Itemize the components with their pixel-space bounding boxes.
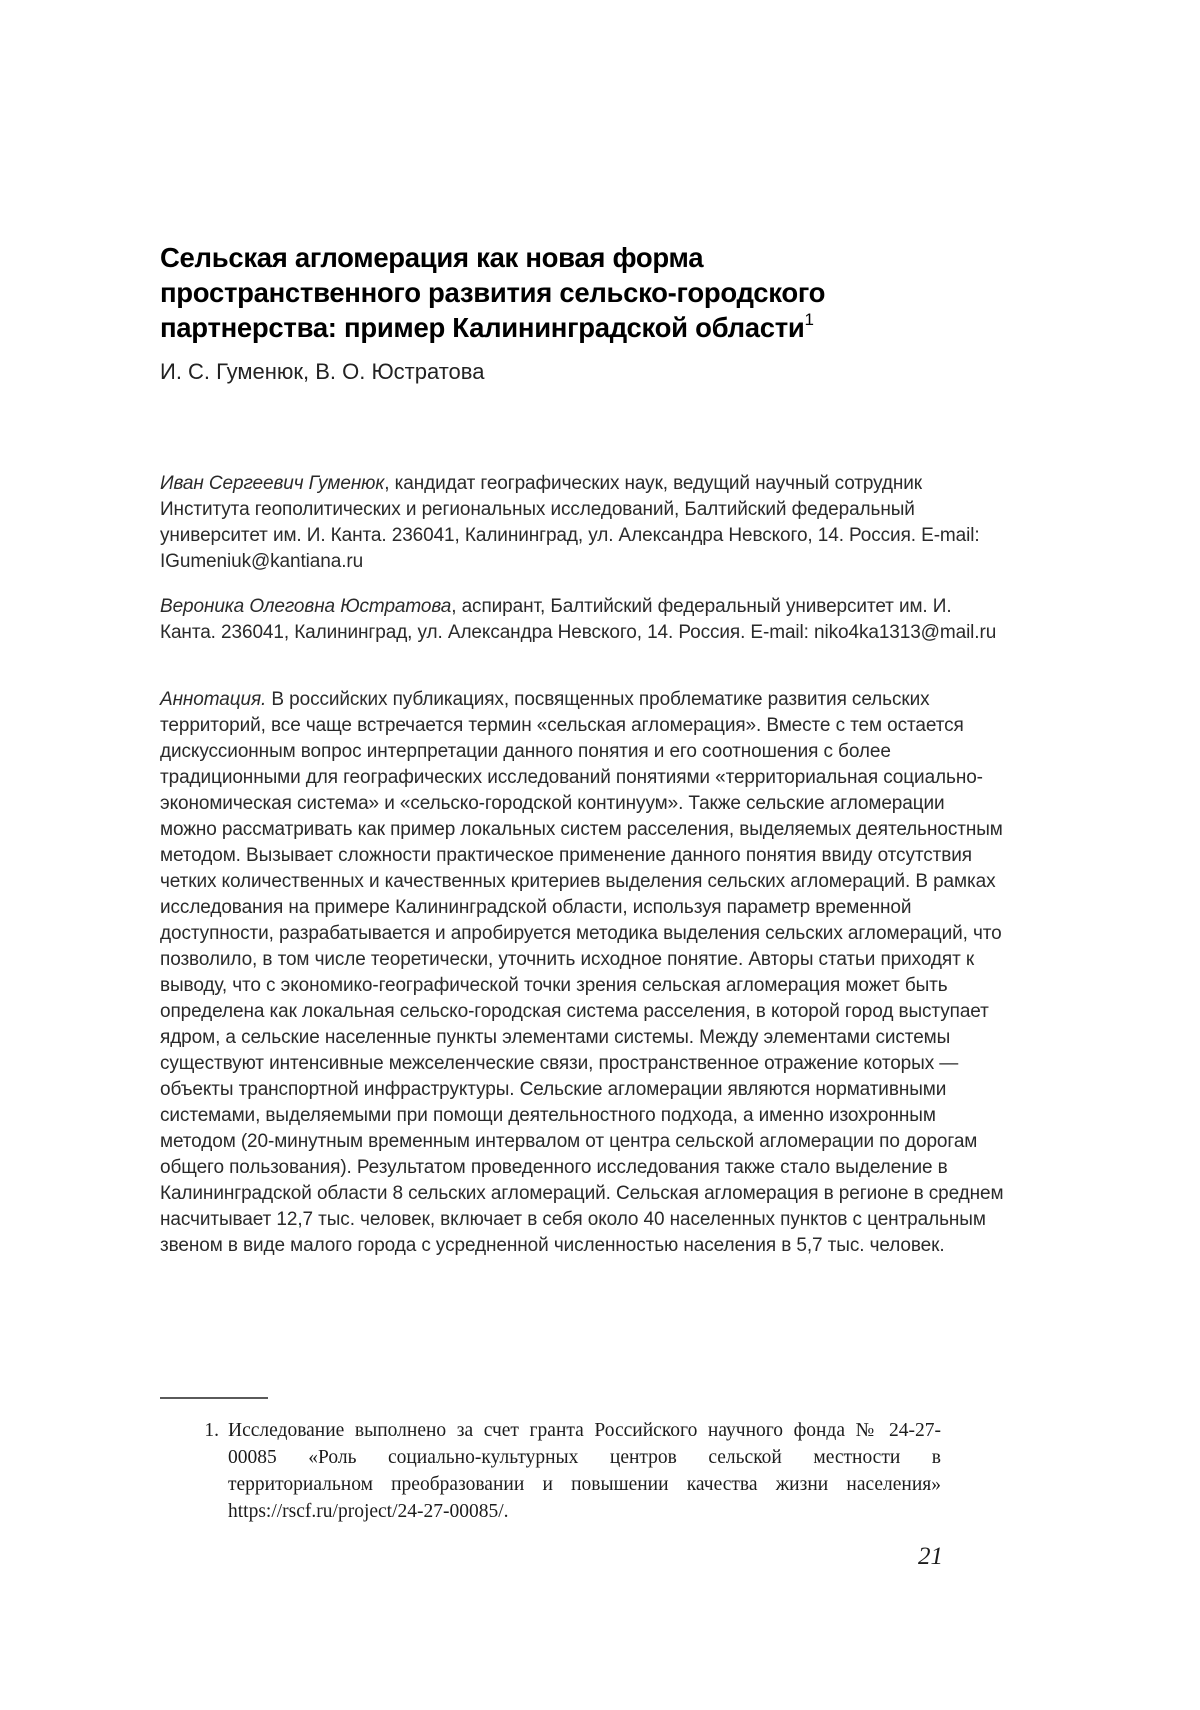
title-footnote-ref: 1 <box>804 310 814 329</box>
author-details: , кандидат географических наук, ведущий научный сотрудник Института геополитических и региональных исследований, Балтийский федеральный университет им. И. Канта. 236041, Калининград, ул. Александра Невского, 14. Россия. E-mail: IGumeniuk@kantiana.ru <box>160 473 980 572</box>
footnote-number: 1. <box>204 1420 219 1441</box>
author-name: Вероника Олеговна Юстратова <box>160 596 452 617</box>
article-title-text: Сельская агломерация как новая форма пространственного развития сельско-городского партнерства: пример Калининградской области <box>160 242 826 343</box>
author-name: Иван Сергеевич Гуменюк <box>160 473 385 494</box>
article-title <box>160 240 960 345</box>
page-number: 21 <box>918 1543 943 1570</box>
footnote-divider <box>160 1397 268 1399</box>
footnote-text: Исследование выполнено за счет гранта Российского научного фонда № 24-27-00085 «Роль социально-культурных центров сельской местности в территориальном преобразовании и повышении качества жизни населения» https://rscf.ru/project/24-27-00085/. <box>228 1420 941 1522</box>
author-bio <box>160 594 1006 646</box>
abstract-label: Аннотация. <box>160 689 267 710</box>
author-bio <box>160 471 1006 575</box>
abstract <box>160 687 1006 1259</box>
abstract-text: В российских публикациях, посвященных проблематике развития сельских территорий, все чаще встречается термин «сельская агломерация». Вместе с тем остается дискуссионным вопрос интерпретации данного понятия и его соотношения с более традиционными для географических исследований понятиями «территориальная социально-экономическая система» и «сельско-городской континуум». Также сельские агломерации можно рассматривать как пример локальных систем расселения, выделяемых деятельностным методом. Вызывает сложности практическое применение данного понятия ввиду отсутствия четких количественных и качественных критериев выделения сельских агломераций. В рамках исследования на примере Калининградской области, используя параметр временной доступности, разрабатывается и апробируется методика выделения сельских агломераций, что позволило, в том числе теоретически, уточнить исходное понятие. Авторы статьи приходят к выводу, что с экономико-географической точки зрения сельская агломерация может быть определена как локальная сельско-городская система расселения, в которой город выступает ядром, а сельские населенные пункты элементами системы. Между элементами системы существуют интенсивные межселенческие связи, пространственное отражение которых — объекты транспортной инфраструктуры. Сельские агломерации являются нормативными системами, выделяемыми при помощи деятельностного подхода, а именно изохронным методом (20-минутным временным интервалом от центра сельской агломерации по дорогам общего пользования). Результатом проведенного исследования также стало выделение в Калининградской области 8 сельских агломераций. Сельская агломерация в регионе в среднем насчитывает 12,7 тыс. человек, включает в себя около 40 населенных пунктов с центральным звеном в виде малого города с усредненной численностью населения в 5,7 тыс. человек. <box>160 689 1004 1256</box>
authors-line: И. С. Гуменюк, В. О. Юстратова <box>160 359 485 384</box>
footnote <box>197 1417 941 1525</box>
author-details: , аспирант, Балтийский федеральный университет им. И. Канта. 236041, Калининград, ул. Александра Невского, 14. Россия. E-mail: niko4ka1313@mail.ru <box>160 596 997 643</box>
